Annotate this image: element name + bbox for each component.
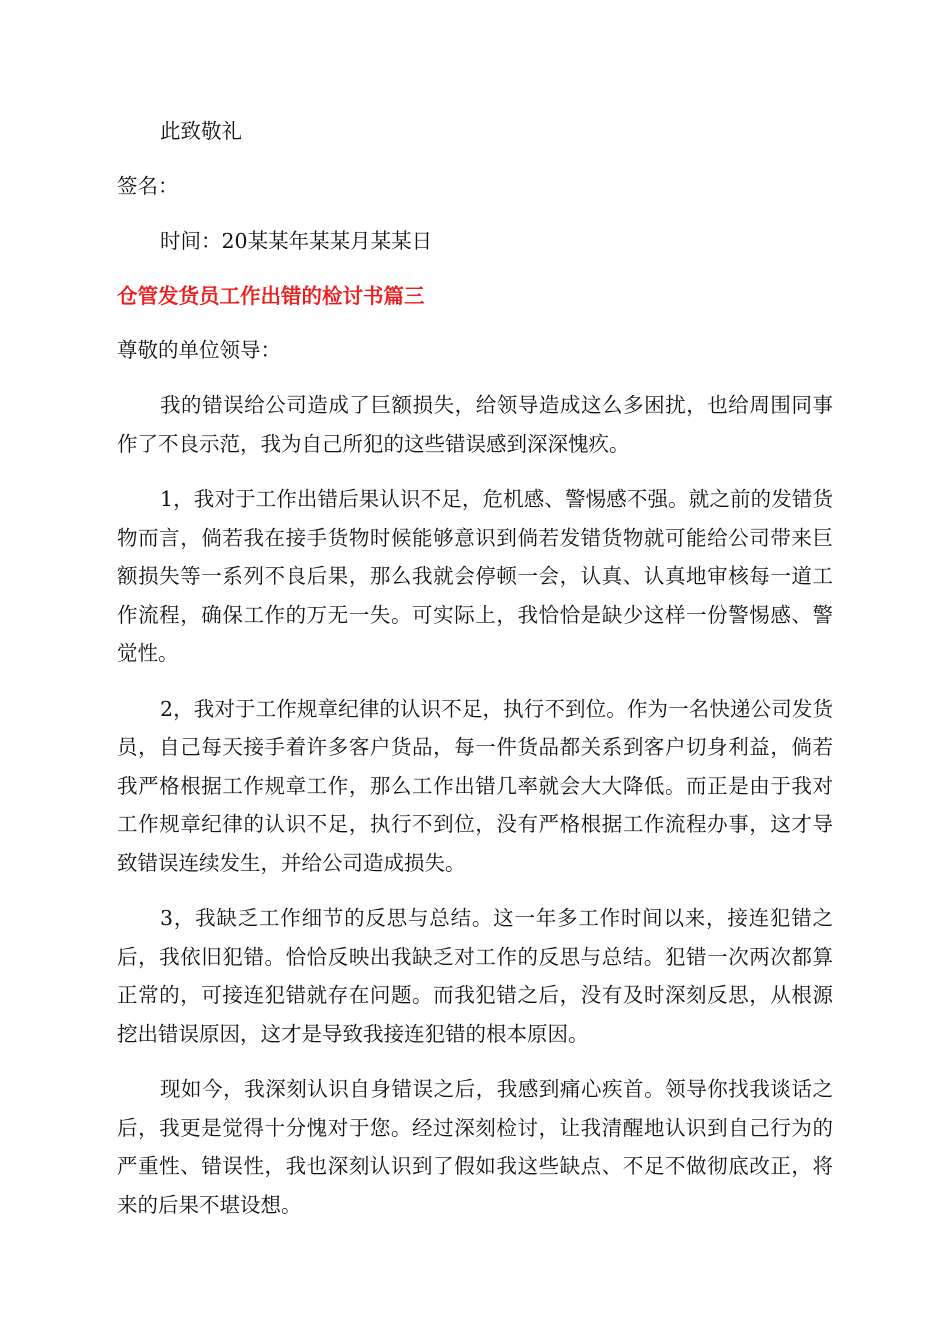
signature-line: 签名：	[117, 174, 179, 198]
date-line: 时间：20某某年某某月某某日	[160, 229, 433, 253]
paragraph-2: 1，我对于工作出错后果认识不足，危机感、警惕感不强。就之前的发错货物而言，倘若我在接手货物时候能够意识到倘若发错货物就可能给公司带来巨额损失等一系列不良后果，那么我就会停顿一会，认真、认真地审核每一道工作流程，确保工作的万无一失。可实际上，我恰恰是缺少这样一份警惕感、警觉性。	[117, 487, 833, 665]
paragraph-5: 现如今，我深刻认识自身错误之后，我感到痛心疾首。领导你找我谈话之后，我更是觉得十分愧对于您。经过深刻检讨，让我清醒地认识到自己行为的严重性、错误性，我也深刻认识到了假如我这些缺点、不足不做彻底改正，将来的后果不堪设想。	[117, 1077, 833, 1217]
closing-salute: 此致敬礼	[160, 119, 242, 143]
greeting: 尊敬的单位领导：	[117, 338, 281, 362]
paragraph-3: 2，我对于工作规章纪律的认识不足，执行不到位。作为一名快递公司发货员，自己每天接手着许多客户货品，每一件货品都关系到客户切身利益，倘若我严格根据工作规章工作，那么工作出错几率就会大大降低。而正是由于我对工作规章纪律的认识不足，执行不到位，没有严格根据工作流程办事，这才导致错误连续发生，并给公司造成损失。	[117, 696, 833, 875]
paragraph-4: 3，我缺乏工作细节的反思与总结。这一年多工作时间以来，接连犯错之后，我依旧犯错。恰恰反映出我缺乏对工作的反思与总结。犯错一次两次都算正常的，可接连犯错就存在问题。而我犯错之后，没有及时深刻反思，从根源挖出错误原因，这才是导致我接连犯错的根本原因。	[117, 906, 833, 1046]
section-title: 仓管发货员工作出错的检讨书篇三	[117, 284, 425, 308]
paragraph-1: 我的错误给公司造成了巨额损失，给领导造成这么多困扰，也给周围同事作了不良示范，我为自己所犯的这些错误感到深深愧疚。	[117, 393, 833, 456]
document-body	[117, 112, 833, 1241]
